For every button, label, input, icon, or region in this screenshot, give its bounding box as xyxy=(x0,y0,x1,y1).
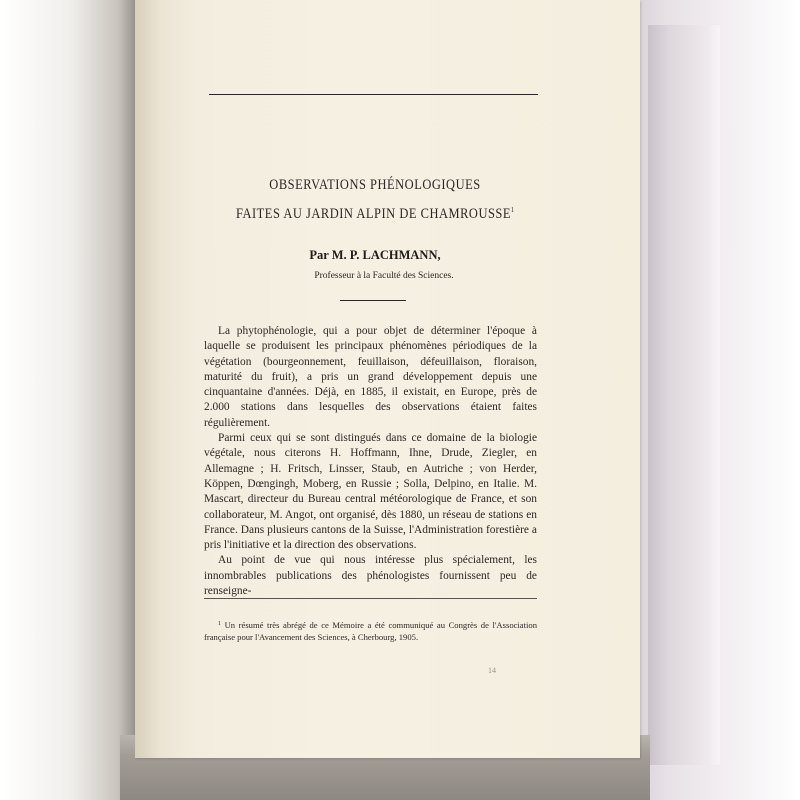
footnote-mark: 1 xyxy=(218,621,221,627)
footnote-rule xyxy=(204,598,537,599)
footnote-text: Un résumé très abrégé de ce Mémoire a été communiqué au Congrès de l'Association française pour l'Avancement des Sciences, à Cherbourg, 1905. xyxy=(204,620,537,642)
title-line-1-text: OBSERVATIONS PHÉNOLOGIQUES xyxy=(269,177,481,193)
paragraph-2: Parmi ceux qui se sont distingués dans ce domaine de la biologie végétale, nous citerons H. Hoffmann, Ihne, Drude, Ziegler, en Allemagne ; H. Fritsch, Linsser, Staub, en Autriche ; von Herder, Köppen, Dœngingh, Moberg, en Russie ; Solla, Delpino, en Italie. M. Mascart, directeur du Bureau central météorologique de France, et son collaborateur, M. Angot, ont organisé, dès 1880, un réseau de stations en France. Dans plusieurs cantons de la Suisse, l'Administration forestière a pris l'initiative et la direction des observations. xyxy=(204,432,537,552)
title-separator-rule xyxy=(340,300,406,301)
author-line: Par M. P. LACHMANN, xyxy=(309,248,441,262)
header-rule xyxy=(209,94,538,95)
paragraph-1: La phytophénologie, qui a pour objet de déterminer l'époque à laquelle se produisent les principaux phénomènes périodiques de la végétation (bourgeonnement, feuillaison, défeuillaison, floraison, maturité du fruit), a pris un grand développement depuis une cinquantaine d'années. Déjà, en 1885, il existait, en Europe, près de 2.000 stations dans lesquelles des observations étaient faites régulièrement. xyxy=(204,325,537,429)
next-page-edge xyxy=(648,25,720,765)
title-footnote-mark: 1 xyxy=(511,206,515,214)
title-line-2-text: FAITES AU JARDIN ALPIN DE CHAMROUSSE xyxy=(235,206,512,222)
paragraph-3: Au point de vue qui nous intéresse plus spécialement, les innombrables publications des phénologistes fournissent peu de renseigne- xyxy=(204,554,537,598)
footnote xyxy=(204,619,537,643)
page-number-mark: 14 xyxy=(488,666,496,675)
author-affiliation: Professeur à la Faculté des Sciences. xyxy=(314,271,454,281)
title-line-2 xyxy=(225,206,526,223)
title-line-1 xyxy=(225,177,526,194)
binding-shadow xyxy=(0,0,150,800)
body-text xyxy=(204,324,537,599)
